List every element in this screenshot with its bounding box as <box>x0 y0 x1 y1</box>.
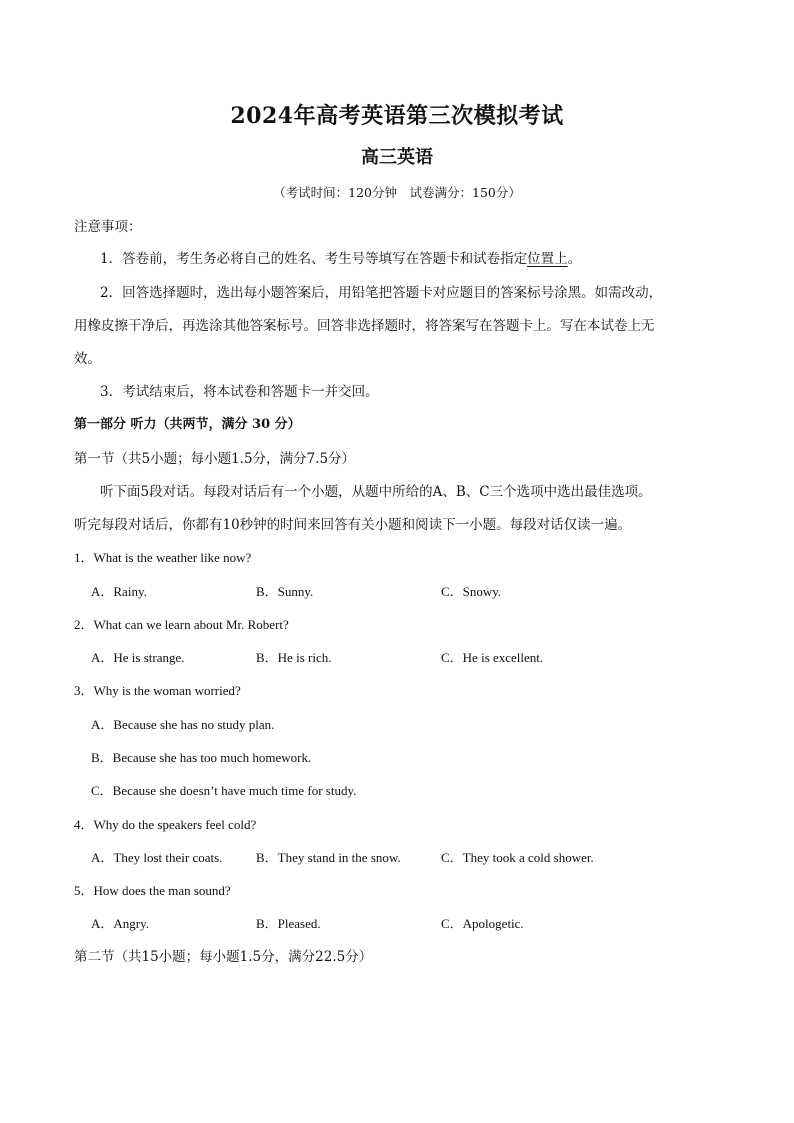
question-2-option-c: C．He is excellent. <box>441 650 544 665</box>
part-1-heading: 第一部分 听力（共两节，满分 30 分） <box>74 417 301 432</box>
notice-item-2-line-2: 用橡皮擦干净后，再选涂其他答案标号。回答非选择题时，将答案写在答题卡上。写在本试卷上无 <box>74 318 655 334</box>
question-4-option-a: A．They lost their coats. <box>91 850 223 865</box>
question-1-option-c: C．Snowy. <box>441 584 502 599</box>
notice-item-2-line-3: 效。 <box>74 351 101 367</box>
question-1-option-b: B．Sunny. <box>256 584 314 599</box>
question-3-option-c: C．Because she doesn’t have much time for study. <box>91 783 357 798</box>
section-1-instructions-line-1: 听下面5段对话。每段对话后有一个小题，从题中所给的A、B、C三个选项中选出最佳选项。 <box>100 484 652 500</box>
notice-heading: 注意事项： <box>74 219 142 235</box>
question-5-stem: 5．How does the man sound? <box>74 883 231 898</box>
notice-item-2-line-1: 2．回答选择题时，选出每小题答案后，用铅笔把答题卡对应题目的答案标号涂黑。如需改动， <box>100 285 663 301</box>
question-1-stem: 1．What is the weather like now? <box>74 550 252 565</box>
question-2-stem: 2．What can we learn about Mr. Robert? <box>74 617 289 632</box>
page-title: 2024年高考英语第三次模拟考试 <box>230 103 564 129</box>
notice-item-1 <box>100 249 581 269</box>
notice-item-1-text: 1．答卷前，考生务必将自己的姓名、考生号等填写在答题卡和试卷指定 <box>100 251 528 267</box>
notice-item-3: 3．考试结束后，将本试卷和答题卡一并交回。 <box>100 384 379 400</box>
notice-item-1-end: 。 <box>567 251 582 267</box>
question-2-option-b: B．He is rich. <box>256 650 332 665</box>
page-subtitle: 高三英语 <box>361 147 433 168</box>
question-3-option-a: A．Because she has no study plan. <box>91 717 275 732</box>
question-5-option-a: A．Angry. <box>91 916 150 931</box>
question-4-option-b: B．They stand in the snow. <box>256 850 401 865</box>
notice-item-1-underlined: 位置上 <box>527 251 568 267</box>
section-1-heading: 第一节（共5小题；每小题1.5分，满分7.5分） <box>74 451 356 467</box>
question-1-option-a: A．Rainy. <box>91 584 147 599</box>
question-2-option-a: A．He is strange. <box>91 650 185 665</box>
question-4-option-c: C．They took a cold shower. <box>441 850 594 865</box>
exam-info: （考试时间：120分钟 试卷满分：150分） <box>273 185 521 200</box>
question-4-stem: 4．Why do the speakers feel cold? <box>74 817 257 832</box>
question-5-option-c: C．Apologetic. <box>441 916 524 931</box>
section-2-heading: 第二节（共15小题；每小题1.5分，满分22.5分） <box>74 949 373 965</box>
question-5-option-b: B．Pleased. <box>256 916 321 931</box>
question-3-stem: 3．Why is the woman worried? <box>74 683 241 698</box>
question-3-option-b: B．Because she has too much homework. <box>91 750 312 765</box>
section-1-instructions-line-2: 听完每段对话后，你都有10秒钟的时间来回答有关小题和阅读下一小题。每段对话仅读一遍。 <box>74 517 632 533</box>
